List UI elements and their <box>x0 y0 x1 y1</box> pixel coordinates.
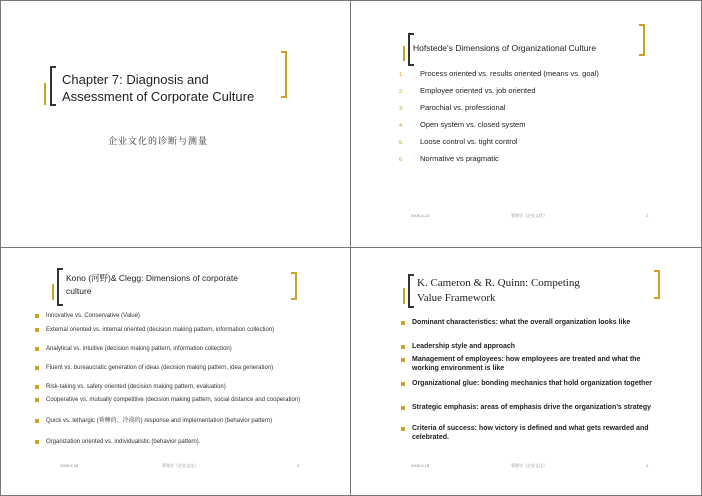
bullet-icon <box>35 314 39 318</box>
list-item <box>399 69 599 86</box>
item-text: Parochial vs. professional <box>420 103 506 112</box>
slide-2[interactable] <box>351 0 702 248</box>
title-bracket-right <box>291 272 297 300</box>
title-bracket-left <box>57 268 63 306</box>
list-item <box>398 403 653 424</box>
item-text: Management of employees: how employees are treated and what the working environment is like <box>412 356 641 372</box>
list-item <box>32 396 312 417</box>
list-item <box>399 137 599 154</box>
item-text: Fluent vs. bureaucratic generation of ideas (decision making pattern, idea generation) <box>46 365 274 371</box>
kono-list <box>32 312 312 448</box>
footer-center: 管理学《企业文化》 <box>511 463 547 468</box>
list-item <box>398 424 653 446</box>
title-accent-bar <box>44 83 46 105</box>
list-item <box>32 326 312 345</box>
item-number: 1. <box>399 72 404 78</box>
slide-4-title-line2: Value Framework <box>417 292 496 304</box>
item-text: Employee oriented vs. job oriented <box>420 86 536 95</box>
footer-date: 2008-5-18 <box>60 463 79 468</box>
bullet-icon <box>401 427 405 431</box>
page-number: 4 <box>646 463 649 468</box>
list-item <box>32 345 312 364</box>
item-number: 3. <box>399 106 404 112</box>
item-text: Organization oriented vs. individualistic (behavior pattern). <box>46 439 201 445</box>
list-item <box>32 438 312 448</box>
list-item <box>32 364 312 383</box>
list-item <box>398 379 653 403</box>
slide-4[interactable] <box>351 248 702 496</box>
bullet-icon <box>401 321 405 325</box>
title-accent-bar <box>403 288 405 304</box>
cameron-quinn-list <box>398 318 653 446</box>
item-number: 6. <box>399 157 404 163</box>
bullet-icon <box>35 347 39 351</box>
title-accent-bar <box>52 284 54 300</box>
title-bracket-right <box>639 24 645 56</box>
bullet-icon <box>35 398 39 402</box>
title-bracket-right <box>281 51 287 98</box>
slide-4-title <box>417 276 580 306</box>
list-item <box>399 120 599 137</box>
footer-center: 管理学《企业文化》 <box>511 213 547 218</box>
bullet-icon <box>35 385 39 389</box>
bullet-icon <box>35 419 39 423</box>
slide-1-title <box>62 71 254 105</box>
slide-4-title-line1: K. Cameron & R. Quinn: Competing <box>417 277 580 289</box>
item-text: Process oriented vs. results oriented (means vs. goal) <box>420 69 599 78</box>
page-number: 2 <box>646 213 649 218</box>
list-item <box>398 318 653 342</box>
list-item <box>399 86 599 103</box>
slide-1-title-line1: Chapter 7: Diagnosis and <box>62 72 209 87</box>
title-bracket-right <box>654 270 660 299</box>
item-text: Leadership style and approach <box>412 343 516 350</box>
page-number: 3 <box>297 463 300 468</box>
slide-3-title-line1: Kono (河野)& Clegg: Dimensions of corporate <box>66 273 238 283</box>
slide-1[interactable] <box>0 0 351 248</box>
item-number: 4. <box>399 123 404 129</box>
slide-1-subtitle: 企业文化的诊断与测量 <box>108 137 209 147</box>
bullet-icon <box>35 440 39 444</box>
item-text: Strategic emphasis: areas of emphasis drive the organization’s strategy <box>412 404 651 411</box>
list-item <box>32 417 312 438</box>
item-text: Organizational glue: bonding mechanics that hold organization together <box>412 380 652 387</box>
list-item <box>399 154 599 171</box>
list-item <box>32 383 312 396</box>
slide-3-title-line2: culture <box>66 286 92 296</box>
item-text: Dominant characteristics: what the overall organization looks like <box>412 319 631 326</box>
footer-date: 2008-5-18 <box>411 213 430 218</box>
item-text: Cooperative vs. mutually competitive (decision making pattern, social distance and cooperation) <box>46 397 301 403</box>
slide-1-title-line2: Assessment of Corporate Culture <box>62 89 255 104</box>
bullet-icon <box>401 358 405 362</box>
item-text: Criteria of success: how victory is defined and what gets rewarded and celebrated. <box>412 425 649 441</box>
item-text: External oriented vs. internal oriented (decision making pattern, information collection) <box>46 327 275 333</box>
item-text: Risk-taking vs. safety oriented (decision making pattern, evaluation) <box>46 384 226 390</box>
footer-center: 管理学《企业文化》 <box>162 463 198 468</box>
title-bracket-left <box>408 274 414 308</box>
slide-2-title: Hofstede's Dimensions of Organizational Culture <box>413 43 597 53</box>
title-accent-bar <box>403 46 405 61</box>
item-text: Loose control vs. tight control <box>420 137 518 146</box>
list-item <box>32 312 312 326</box>
slide-3[interactable] <box>0 248 351 496</box>
list-item <box>398 342 653 355</box>
bullet-icon <box>401 382 405 386</box>
item-number: 2. <box>399 89 404 95</box>
item-text: Normative vs pragmatic <box>420 154 499 163</box>
item-text: Innovative vs. Conservative (Value) <box>46 313 140 319</box>
item-text: Analytical vs. intuitive (decision making pattern, information collection) <box>46 346 232 352</box>
hofstede-list <box>399 69 599 171</box>
item-text: Open system vs. closed system <box>420 120 526 129</box>
item-text: Quick vs. lethargic (昏睡的、冷漠的) response and implementation (behavior pattern) <box>46 418 273 424</box>
bullet-icon <box>35 366 39 370</box>
title-bracket-left <box>50 66 56 106</box>
footer-date: 2008-5-18 <box>411 463 430 468</box>
slide-3-title <box>66 272 238 298</box>
item-number: 5. <box>399 140 404 146</box>
list-item <box>399 103 599 120</box>
bullet-icon <box>35 328 39 332</box>
bullet-icon <box>401 406 405 410</box>
bullet-icon <box>401 345 405 349</box>
list-item <box>398 355 653 379</box>
